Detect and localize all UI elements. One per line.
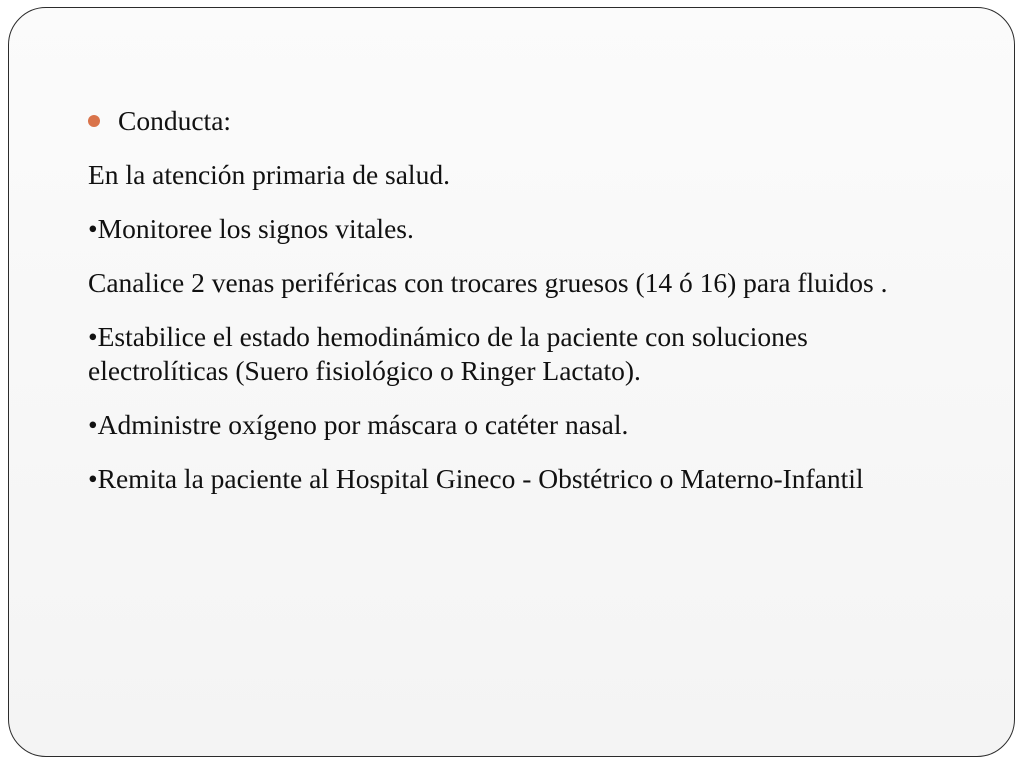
paragraph-monitoree: •Monitoree los signos vitales. (88, 213, 414, 244)
slide-content (88, 104, 948, 516)
paragraph-administre: •Administre oxígeno por máscara o catéter nasal. (88, 409, 629, 440)
paragraph-remita: •Remita la paciente al Hospital Gineco - Obstétrico o Materno-Infantil (88, 463, 864, 494)
heading-text: Conducta: (118, 105, 232, 136)
paragraph-atencion-primaria: En la atención primaria de salud. (88, 159, 450, 190)
heading-row (88, 104, 948, 138)
bullet-dot-icon (88, 115, 100, 127)
paragraph-estabilice: •Estabilice el estado hemodinámico de la paciente con soluciones electrolíticas (Suero fisiológico o Ringer Lactato). (88, 321, 808, 386)
paragraph-canalice: Canalice 2 venas periféricas con trocares gruesos (14 ó 16) para fluidos . (88, 267, 888, 298)
